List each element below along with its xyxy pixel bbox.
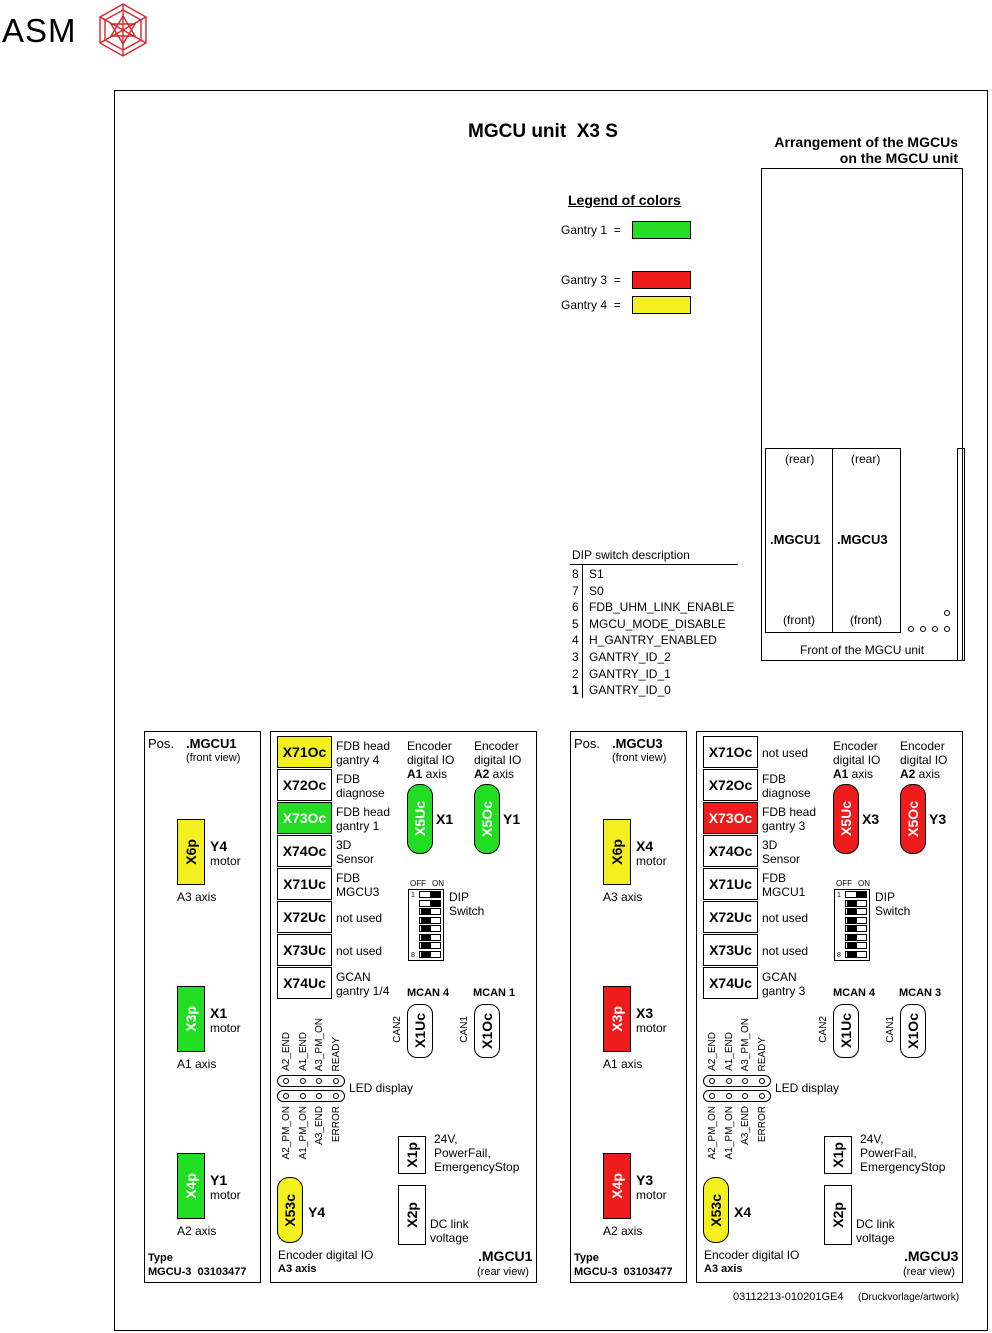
led-label-top xyxy=(314,1009,325,1071)
arr-dot xyxy=(908,626,914,632)
encoder-label-1: Encoder xyxy=(407,739,452,753)
motor-connector-label: X3p xyxy=(183,1006,199,1032)
led-label-bottom-text: A1_PM_ON xyxy=(297,1106,309,1160)
pos-label: Pos. xyxy=(148,736,175,751)
dip-label-1: DIP xyxy=(875,890,896,904)
led-label-bottom-text: A3_END xyxy=(314,1106,325,1145)
x2p-connector xyxy=(398,1185,426,1245)
port-connector: X72Oc xyxy=(703,769,758,801)
motor-label: motor xyxy=(636,854,667,868)
x2p-connector xyxy=(824,1185,852,1245)
dip-knob xyxy=(847,909,857,914)
led-dot xyxy=(316,1093,322,1099)
x1p-connector xyxy=(398,1136,426,1174)
unit-name: .MGCU1 xyxy=(478,1248,533,1264)
legend-label-2: Gantry 3 = xyxy=(561,273,621,287)
led-dot xyxy=(316,1078,322,1084)
dip-knob xyxy=(421,935,431,940)
led-label-bottom-text: A3_END xyxy=(740,1106,751,1145)
encoder-axis xyxy=(900,768,940,780)
can-a-label xyxy=(392,1016,403,1043)
led-label-bottom xyxy=(757,1106,768,1166)
led-dot xyxy=(333,1078,339,1084)
port-connector: X71Oc xyxy=(703,736,758,768)
led-dot xyxy=(300,1093,306,1099)
x53-connector xyxy=(277,1177,303,1243)
led-label-bottom-text: A2_PM_ON xyxy=(281,1106,292,1160)
encoder-connector xyxy=(833,784,859,854)
enc-bottom-1: Encoder digital IO xyxy=(278,1248,374,1262)
mcan-b: MCAN 3 xyxy=(899,987,942,999)
can-connector-a-label: X1Uc xyxy=(412,1013,428,1049)
pos-label: Pos. xyxy=(574,736,601,751)
x1p-desc-1: 24V, xyxy=(434,1132,458,1146)
x53-id: X4 xyxy=(734,1204,752,1220)
led-label-top-text: READY xyxy=(330,1036,342,1071)
port-connector: X74Oc xyxy=(703,835,758,867)
port-desc-1: FDB xyxy=(336,772,360,786)
legend-swatch-green xyxy=(632,221,691,239)
logo-text: ASM xyxy=(2,12,77,49)
can-connector-a xyxy=(833,1004,859,1058)
x2p-desc-2: voltage xyxy=(856,1231,895,1245)
port-connector: X72Oc xyxy=(277,769,332,801)
led-label-top-text: A2_END xyxy=(707,1032,718,1071)
pos-view: (front view) xyxy=(612,752,667,764)
dip-num-1: 1 xyxy=(837,892,841,899)
led-label-bottom-text: A2_PM_ON xyxy=(707,1106,718,1160)
motor-label: motor xyxy=(210,854,241,868)
port-desc-1: not used xyxy=(762,746,809,760)
dip-label-2: Switch xyxy=(875,904,911,918)
legend-title: Legend of colors xyxy=(568,192,681,208)
encoder-axis xyxy=(407,768,447,780)
unit-name: .MGCU3 xyxy=(904,1248,959,1264)
dip-row-num: 5 xyxy=(572,616,579,631)
motor-connector-label: X3p xyxy=(609,1006,625,1032)
motor-connector xyxy=(177,819,205,885)
port-desc-2: MGCU3 xyxy=(336,885,380,899)
led-label-top-text: A2_END xyxy=(281,1032,292,1071)
mgcu-left-label: .MGCU1 xyxy=(770,532,821,547)
led-dot xyxy=(709,1093,715,1099)
x1p-desc-2: PowerFail, xyxy=(434,1146,491,1160)
can-b-text: CAN1 xyxy=(459,1016,470,1043)
enc-bottom-2: A3 axis xyxy=(704,1263,743,1275)
dip-row-name: GANTRY_ID_1 xyxy=(589,666,671,681)
motor-axis: A2 axis xyxy=(603,1224,643,1238)
motor-connector xyxy=(177,986,205,1052)
can-a-label xyxy=(818,1016,829,1043)
dip-title: DIP switch description xyxy=(572,548,690,562)
port-desc-2: MGCU1 xyxy=(762,885,806,899)
led-label-top-text: READY xyxy=(756,1036,768,1071)
led-display-label: LED display xyxy=(349,1081,414,1095)
motor-connector-label: X6p xyxy=(183,839,199,865)
port-connector: X72Uc xyxy=(703,901,758,933)
port-desc-1: not used xyxy=(336,911,383,925)
port-desc-1: not used xyxy=(336,944,383,958)
enc-bottom-2: A3 axis xyxy=(278,1263,317,1275)
dip-row-num: 7 xyxy=(572,583,579,598)
led-label-bottom xyxy=(740,1106,751,1166)
led-dot xyxy=(283,1093,289,1099)
motor-axis-id: X3 xyxy=(636,1005,654,1021)
dip-row-name: GANTRY_ID_2 xyxy=(589,650,671,664)
x1p-label: X1p xyxy=(404,1142,420,1168)
encoder-axis-bold: A1 xyxy=(833,767,849,781)
encoder-connector-label: X5Uc xyxy=(412,801,428,837)
encoder-axis xyxy=(474,768,514,780)
port-desc-2: Sensor xyxy=(336,852,375,866)
arrangement-rail xyxy=(957,448,965,661)
encoder-label-1: Encoder xyxy=(833,739,878,753)
motor-connector xyxy=(603,819,631,885)
port-desc-2: gantry 1/4 xyxy=(336,984,390,998)
dip-row-name: GANTRY_ID_0 xyxy=(589,683,671,698)
port-desc-1: FDB xyxy=(336,871,360,885)
led-label-bottom-text: ERROR xyxy=(330,1106,342,1143)
dip-knob xyxy=(430,892,440,897)
encoder-label-2: digital IO xyxy=(474,753,522,767)
arr-dot xyxy=(944,610,950,616)
footer-code: 03112213-010201GE4 xyxy=(733,1291,844,1303)
led-label-bottom xyxy=(314,1106,325,1166)
x1p-desc-3: EmergencyStop xyxy=(860,1160,946,1174)
port-connector: X74Uc xyxy=(277,967,332,999)
x53-label: X53c xyxy=(708,1193,724,1227)
pos-view: (front view) xyxy=(186,752,241,764)
dip-num-8: 8 xyxy=(411,952,415,959)
encoder-id: X3 xyxy=(862,811,880,827)
arrangement-title-1: Arrangement of the MGCUs xyxy=(774,134,958,150)
can-connector-b-label: X1Oc xyxy=(479,1013,495,1049)
dip-label-1: DIP xyxy=(449,890,470,904)
can-a-text: CAN2 xyxy=(392,1016,403,1043)
rear-right: (rear) xyxy=(851,452,881,466)
port-connector: X71Oc xyxy=(277,736,332,768)
port-connector: X73Uc xyxy=(277,934,332,966)
dip-off: OFF xyxy=(410,879,426,888)
footer-note: (Druckvorlage/artwork) xyxy=(858,1292,960,1303)
port-desc-1: FDB head xyxy=(336,805,391,819)
type-value: MGCU-3 03103477 xyxy=(148,1266,247,1278)
page-title: MGCU unit X3 S xyxy=(468,121,618,142)
motor-connector-label: X6p xyxy=(609,839,625,865)
encoder-label-1: Encoder xyxy=(900,739,945,753)
led-dot xyxy=(742,1093,748,1099)
port-desc-2: gantry 1 xyxy=(336,819,380,833)
pos-name: .MGCU1 xyxy=(186,736,237,751)
port-connector: X73Oc xyxy=(277,802,332,834)
led-label-bottom-text: A1_PM_ON xyxy=(723,1106,735,1160)
motor-label: motor xyxy=(636,1021,667,1035)
port-desc-1: FDB head xyxy=(336,739,391,753)
port-desc-2: gantry 3 xyxy=(762,984,806,998)
port-desc-1: GCAN xyxy=(336,970,371,984)
motor-label: motor xyxy=(210,1188,241,1202)
front-right: (front) xyxy=(850,613,883,627)
led-dot xyxy=(300,1078,306,1084)
dip-knob xyxy=(421,918,431,923)
motor-axis: A2 axis xyxy=(177,1224,217,1238)
port-desc-1: 3D xyxy=(762,838,778,852)
dip-knob xyxy=(847,943,857,948)
port-desc-2: gantry 3 xyxy=(762,819,806,833)
dip-knob xyxy=(847,901,857,906)
port-desc-2: diagnose xyxy=(336,786,385,800)
encoder-id: Y1 xyxy=(503,811,521,827)
legend-swatch-red xyxy=(632,271,691,289)
type-label: Type xyxy=(148,1252,173,1264)
x1p-desc-2: PowerFail, xyxy=(860,1146,917,1160)
led-dot xyxy=(726,1078,732,1084)
x2p-label: X2p xyxy=(404,1202,420,1228)
motor-axis: A1 axis xyxy=(177,1057,217,1071)
enc-bottom-1: Encoder digital IO xyxy=(704,1248,800,1262)
arrangement-caption: Front of the MGCU unit xyxy=(800,643,925,657)
dip-off: OFF xyxy=(836,879,852,888)
dip-row-num: 1 xyxy=(572,683,579,698)
motor-connector-label: X4p xyxy=(183,1173,199,1199)
legend-label-1: Gantry 1 = xyxy=(561,223,621,237)
legend-swatch-yellow xyxy=(632,296,691,314)
encoder-connector xyxy=(900,784,926,854)
arr-dot xyxy=(944,626,950,632)
arr-dot xyxy=(920,626,926,632)
dip-divider xyxy=(570,564,738,565)
x53-label: X53c xyxy=(282,1193,298,1227)
x1p-desc-1: 24V, xyxy=(860,1132,884,1146)
motor-axis-id: Y1 xyxy=(210,1172,228,1188)
port-connector: X73Uc xyxy=(703,934,758,966)
dip-row-name: H_GANTRY_ENABLED xyxy=(589,633,717,648)
dip-row-num: 4 xyxy=(572,633,579,648)
dip-knob xyxy=(847,926,857,931)
dip-knob xyxy=(421,926,431,931)
dip-num-1: 1 xyxy=(411,892,415,899)
motor-axis-id: Y4 xyxy=(210,838,228,854)
encoder-id: X1 xyxy=(436,811,454,827)
x2p-desc-2: voltage xyxy=(430,1231,469,1245)
x53-connector xyxy=(703,1177,729,1243)
dip-row-name: S0 xyxy=(589,583,604,598)
led-label-bottom xyxy=(724,1106,735,1166)
port-connector: X72Uc xyxy=(277,901,332,933)
port-desc-1: FDB head xyxy=(762,805,817,819)
logo-icon xyxy=(96,2,150,58)
led-dot xyxy=(709,1078,715,1084)
pos-name: .MGCU3 xyxy=(612,736,663,751)
arrangement-title-2: on the MGCU unit xyxy=(839,150,958,166)
encoder-connector-label: X5Uc xyxy=(838,801,854,837)
encoder-connector-label: X5Oc xyxy=(905,801,921,837)
led-label-top xyxy=(740,1009,751,1071)
mcan-b: MCAN 1 xyxy=(473,987,516,999)
can-connector-b-label: X1Oc xyxy=(905,1013,921,1049)
type-value: MGCU-3 03103477 xyxy=(574,1266,673,1278)
encoder-label-1: Encoder xyxy=(474,739,519,753)
dip-knob xyxy=(430,901,440,906)
encoder-axis-bold: A2 xyxy=(474,767,490,781)
encoder-axis-text: axis xyxy=(915,767,941,781)
dip-row-name: FDB_UHM_LINK_ENABLE xyxy=(589,600,735,615)
led-label-top xyxy=(757,1009,768,1071)
led-label-bottom xyxy=(281,1106,292,1166)
can-connector-b xyxy=(474,1004,500,1058)
motor-connector-label: X4p xyxy=(609,1173,625,1199)
port-desc-1: not used xyxy=(762,944,809,958)
led-label-top xyxy=(298,1009,309,1071)
motor-connector xyxy=(177,1153,205,1219)
led-dot xyxy=(759,1093,765,1099)
led-label-top xyxy=(331,1009,342,1071)
led-dot xyxy=(759,1078,765,1084)
led-dot xyxy=(333,1093,339,1099)
mcan-a: MCAN 4 xyxy=(407,987,450,999)
dip-on: ON xyxy=(858,879,870,888)
encoder-label-2: digital IO xyxy=(900,753,948,767)
motor-label: motor xyxy=(636,1188,667,1202)
encoder-id: Y3 xyxy=(929,811,947,827)
motor-axis-id: X4 xyxy=(636,838,654,854)
led-label-bottom-text: ERROR xyxy=(756,1106,768,1143)
encoder-axis-bold: A2 xyxy=(900,767,916,781)
encoder-label-2: digital IO xyxy=(407,753,455,767)
dip-label-2: Switch xyxy=(449,904,485,918)
dip-vline xyxy=(582,565,583,698)
dip-knob xyxy=(421,909,431,914)
unit-view: (rear view) xyxy=(903,1266,955,1278)
led-label-top-text: A3_PM_ON xyxy=(314,1017,325,1071)
dip-row-num: 8 xyxy=(572,567,579,581)
dip-row-num: 6 xyxy=(572,600,579,615)
x1p-connector xyxy=(824,1136,852,1174)
can-b-label xyxy=(459,1016,470,1043)
dip-knob xyxy=(856,892,866,897)
can-connector-b xyxy=(900,1004,926,1058)
motor-axis: A3 axis xyxy=(603,890,643,904)
motor-axis: A1 axis xyxy=(603,1057,643,1071)
encoder-label-2: digital IO xyxy=(833,753,881,767)
front-left: (front) xyxy=(783,613,816,627)
motor-axis-id: Y3 xyxy=(636,1172,654,1188)
dip-knob xyxy=(847,952,857,957)
port-desc-2: Sensor xyxy=(762,852,801,866)
led-label-top xyxy=(707,1009,718,1071)
unit-view: (rear view) xyxy=(477,1266,529,1278)
led-label-top-text: A3_PM_ON xyxy=(740,1017,751,1071)
port-desc-1: 3D xyxy=(336,838,352,852)
encoder-connector xyxy=(474,784,500,854)
port-desc-1: not used xyxy=(762,911,809,925)
port-connector: X71Uc xyxy=(277,868,332,900)
x1p-desc-3: EmergencyStop xyxy=(434,1160,520,1174)
arr-dot xyxy=(932,626,938,632)
encoder-axis-text: axis xyxy=(422,767,448,781)
dip-knob xyxy=(847,918,857,923)
dip-knob xyxy=(847,935,857,940)
led-label-bottom xyxy=(707,1106,718,1166)
led-label-top-text: A1_END xyxy=(297,1032,309,1071)
dip-knob xyxy=(421,943,431,948)
port-desc-2: gantry 4 xyxy=(336,753,380,767)
led-dot xyxy=(742,1078,748,1084)
port-connector: X73Oc xyxy=(703,802,758,834)
port-desc-1: GCAN xyxy=(762,970,797,984)
x2p-desc-1: DC link xyxy=(430,1217,469,1231)
motor-connector xyxy=(603,986,631,1052)
encoder-axis xyxy=(833,768,873,780)
encoder-axis-text: axis xyxy=(848,767,874,781)
led-dot xyxy=(283,1078,289,1084)
encoder-connector xyxy=(407,784,433,854)
led-dot xyxy=(726,1093,732,1099)
led-display-label: LED display xyxy=(775,1081,840,1095)
x53-id: Y4 xyxy=(308,1204,326,1220)
port-desc-1: FDB xyxy=(762,871,786,885)
type-label: Type xyxy=(574,1252,599,1264)
encoder-axis-text: axis xyxy=(489,767,515,781)
encoder-axis-bold: A1 xyxy=(407,767,423,781)
dip-row-num: 2 xyxy=(572,666,579,681)
dip-row-num: 3 xyxy=(572,650,579,664)
dip-num-8: 8 xyxy=(837,952,841,959)
motor-connector xyxy=(603,1153,631,1219)
dip-knob xyxy=(421,952,431,957)
can-connector-a xyxy=(407,1004,433,1058)
can-connector-a-label: X1Uc xyxy=(838,1013,854,1049)
mcan-a: MCAN 4 xyxy=(833,987,876,999)
encoder-connector-label: X5Oc xyxy=(479,801,495,837)
led-label-top-text: A1_END xyxy=(723,1032,735,1071)
can-b-text: CAN1 xyxy=(885,1016,896,1043)
led-label-top xyxy=(281,1009,292,1071)
can-b-label xyxy=(885,1016,896,1043)
port-desc-2: diagnose xyxy=(762,786,811,800)
x2p-label: X2p xyxy=(830,1202,846,1228)
mgcu-right-label: .MGCU3 xyxy=(837,532,888,547)
x2p-desc-1: DC link xyxy=(856,1217,895,1231)
motor-axis: A3 axis xyxy=(177,890,217,904)
dip-row-name: MGCU_MODE_DISABLE xyxy=(589,616,726,631)
motor-axis-id: X1 xyxy=(210,1005,228,1021)
motor-label: motor xyxy=(210,1021,241,1035)
dip-row-name: S1 xyxy=(589,567,604,581)
rear-left: (rear) xyxy=(785,452,815,466)
led-label-top xyxy=(724,1009,735,1071)
led-label-bottom xyxy=(298,1106,309,1166)
led-label-bottom xyxy=(331,1106,342,1166)
x1p-label: X1p xyxy=(830,1142,846,1168)
port-desc-1: FDB xyxy=(762,772,786,786)
dip-on: ON xyxy=(432,879,444,888)
port-connector: X74Uc xyxy=(703,967,758,999)
port-connector: X74Oc xyxy=(277,835,332,867)
legend-label-3: Gantry 4 = xyxy=(561,298,621,312)
can-a-text: CAN2 xyxy=(818,1016,829,1043)
port-connector: X71Uc xyxy=(703,868,758,900)
